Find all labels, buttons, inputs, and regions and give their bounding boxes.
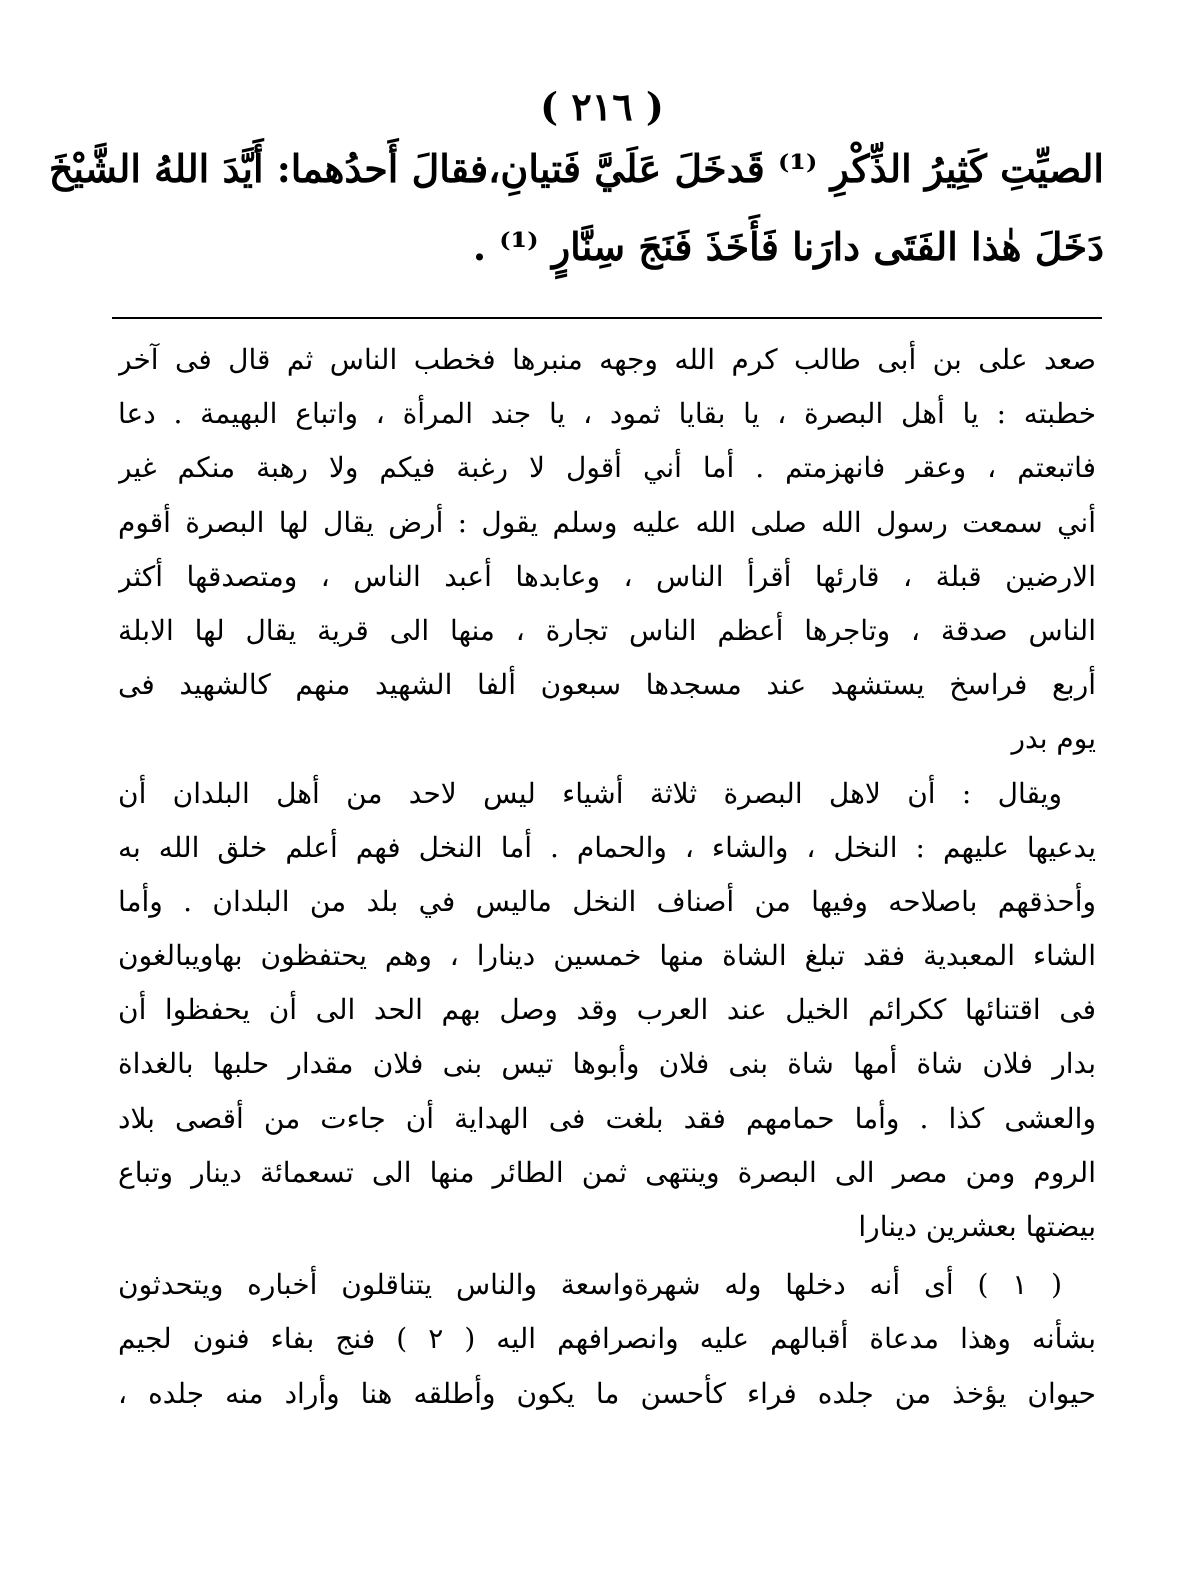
text-line: فاتبعتم ، وعقر فانهزمتم . أما أني أقول لا رغبة فيكم ولا رهبة منكم غير: [118, 451, 1096, 485]
page-number: ( ٢١٦ ): [540, 84, 664, 129]
footnotes: [118, 1258, 1096, 1421]
text-line: خطبته : يا أهل البصرة ، يا بقايا ثمود ، يا جند المرأة ، واتباع البهيمة . دعا: [118, 397, 1096, 431]
text-line: بدار فلان شاة أمها شاة بنى فلان وأبوها تيس بنى فلان مقدار حلبها بالغداة: [118, 1047, 1096, 1081]
text-line: أني سمعت رسول الله صلى الله عليه وسلم يقول : أرض يقال لها البصرة أقوم: [118, 505, 1096, 539]
text-line: الارضين قبلة ، قارئها أقرأ الناس ، وعابدها أعبد الناس ، ومتصدقها أكثر: [118, 559, 1096, 593]
text-line: فى اقتنائها ككرائم الخيل عند العرب وقد وصل بهم الحد الى أن يحفظوا أن: [118, 993, 1096, 1027]
text-line: أربع فراسخ يستشهد عند مسجدها سبعون ألفا الشهيد منهم كالشهيد فى: [118, 668, 1096, 702]
text-line: الشاء المعبدية فقد تبلغ الشاة منها خمسين دينارا ، وهم يحتفظون بهاويبالغون: [118, 939, 1096, 973]
text-line: الروم ومن مصر الى البصرة وينتهى ثمن الطائر منها الى تسعمائة دينار وتباع: [118, 1155, 1096, 1189]
body-text: [118, 333, 1096, 1421]
text-line: بيضتها بعشرين دينارا: [858, 1210, 1096, 1243]
footnote-line: ( ١ ) أى أنه دخلها وله شهرةواسعة والناس يتناقلون أخباره ويتحدثون: [118, 1268, 1062, 1302]
text-line: يدعيها عليهم : النخل ، والشاء ، والحمام . أما النخل فهم أعلم خلق الله به: [118, 830, 1096, 864]
footnote-line: بشأنه وهذا مدعاة أقبالهم عليه وانصرافهم اليه ( ٢ ) فنج بفاء فنون لجيم: [118, 1322, 1096, 1356]
paragraph-2: [118, 767, 1096, 1255]
text-line: يوم بدر: [1011, 722, 1096, 756]
verse-line-2: دَخَلَ هٰذا الفَتَى دارَنا فَأَخَذَ فَنَجَ سِنَّارٍ ⁽¹⁾ .: [472, 224, 1104, 269]
text-line: الناس صدقة ، وتاجرها أعظم الناس تجارة ، منها الى قرية يقال لها الابلة: [118, 613, 1096, 647]
text-line: صعد على بن أبى طالب كرم الله وجهه منبرها فخطب الناس ثم قال فى آخر: [118, 343, 1096, 376]
text-line: وأحذقهم باصلاحه وفيها من أصناف النخل ماليس في بلد من البلدان . وأما: [118, 884, 1096, 918]
paragraph-1: [118, 333, 1096, 767]
verse-line-1: الصيِّتِ كَثِيرُ الذِّكْرِ ⁽¹⁾ قَدخَلَ عَلَيَّ فَتيانِ،فقالَ أَحدُهما: أَيَّدَ اللهُ الشَّيْخَ: [48, 146, 1104, 191]
section-divider: [112, 317, 1102, 319]
text-line: ويقال : أن لاهل البصرة ثلاثة أشياء ليس لاحد من أهل البلدان أن: [118, 776, 1062, 810]
footnote-line: حيوان يؤخذ من جلده فراء كأحسن ما يكون وأطلقه هنا وأراد منه جلده ،: [118, 1376, 1096, 1410]
text-line: والعشى كذا . وأما حمامهم فقد بلغت فى الهداية أن جاءت من أقصى بلاد: [118, 1101, 1096, 1135]
